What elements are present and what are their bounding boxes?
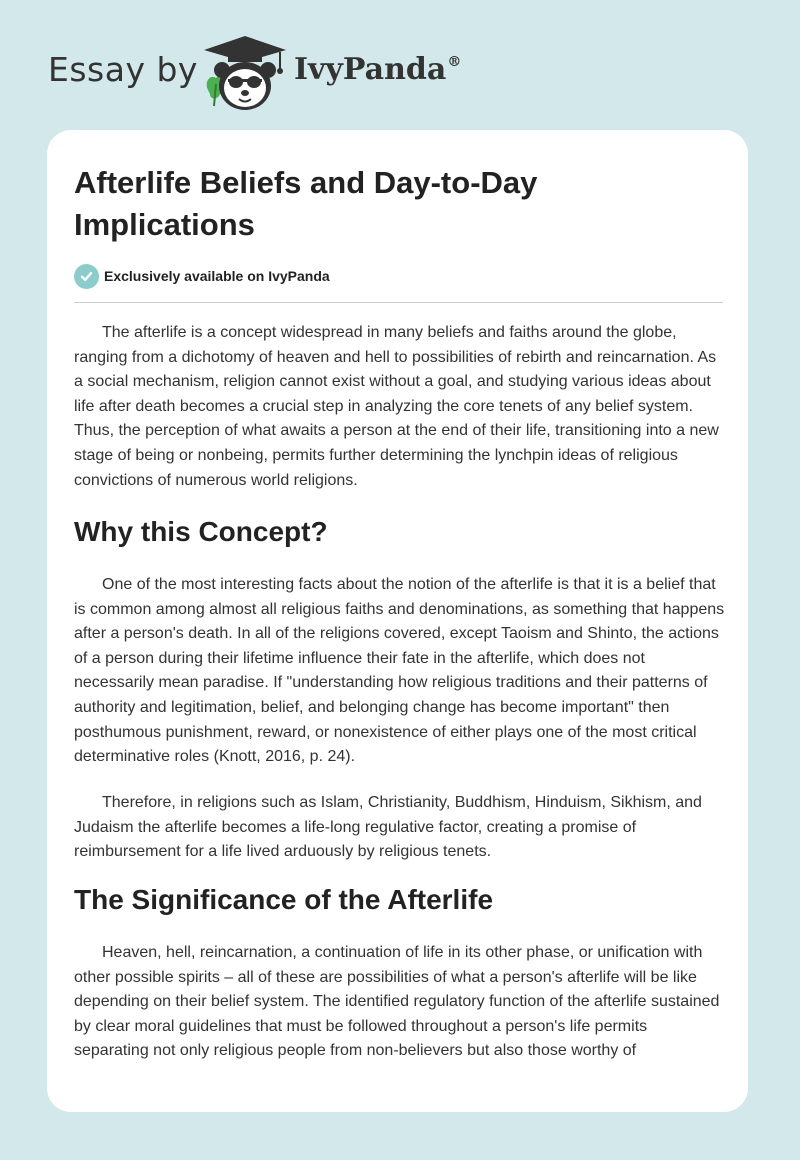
section-heading-why: Why this Concept? <box>74 516 328 547</box>
brand-name[interactable]: IvyPanda® <box>294 52 462 87</box>
section-why-paragraph-1: One of the most interesting facts about the notion of the afterlife is that it is a belief that is common among almost all religious faiths and denominations, as something that happens after a person's death. In all of the religions covered, except Taoism and Shinto, the actions of a person during their lifetime influence their fate in the afterlife, which does not necessarily mean paradise. If "understanding how religious traditions and their patterns of authority and legitimation, belief, and belonging change has become important" then posthumous punishment, reward, or nonexistence of either plays one of the most critical determinative roles (Knott, 2016, p. 24). <box>74 576 725 766</box>
intro-paragraph: The afterlife is a concept widespread in many beliefs and faiths around the globe, ranging from a dichotomy of heaven and hell to possibilities of rebirth and reincarnation. As a social mechanism, religion cannot exist without a goal, and studying various ideas about life after death becomes a crucial step in analyzing the core tenets of any belief system. Thus, the perception of what awaits a person at the end of their life, transitioning into a new stage of being or nonbeing, permits further determining the lynchpin ideas of religious convictions of numerous world religions. <box>74 324 719 489</box>
exclusive-badge <box>74 263 330 289</box>
page-title: Afterlife Beliefs and Day-to-Day Implications <box>74 165 538 242</box>
section-why-paragraph-2: Therefore, in religions such as Islam, Christianity, Buddhism, Hinduism, Sikhism, and Judaism the afterlife becomes a life-long regulative factor, creating a promise of reimbursement for a life lived arduously by religious tenets. <box>74 794 702 861</box>
badge-text: Exclusively available on IvyPanda <box>104 268 330 284</box>
section-heading-significance: The Significance of the Afterlife <box>74 884 494 915</box>
section-significance-paragraph-1: Heaven, hell, reincarnation, a continuation of life in its other phase, or unification with other possible spirits – all of these are possibilities of what a person's afterlife will be like depending on their belief system. The identified regulatory function of the afterlife sustained by clear moral guidelines that must be followed throughout a person's life permits separating not only religious people from non-believers but also those worthy of <box>74 944 720 1060</box>
panda-logo-icon[interactable] <box>200 34 290 112</box>
check-icon <box>74 264 99 289</box>
brand-prefix: Essay by <box>48 50 198 89</box>
essay-card <box>47 130 748 1112</box>
site-header <box>48 30 468 112</box>
divider <box>74 302 723 303</box>
